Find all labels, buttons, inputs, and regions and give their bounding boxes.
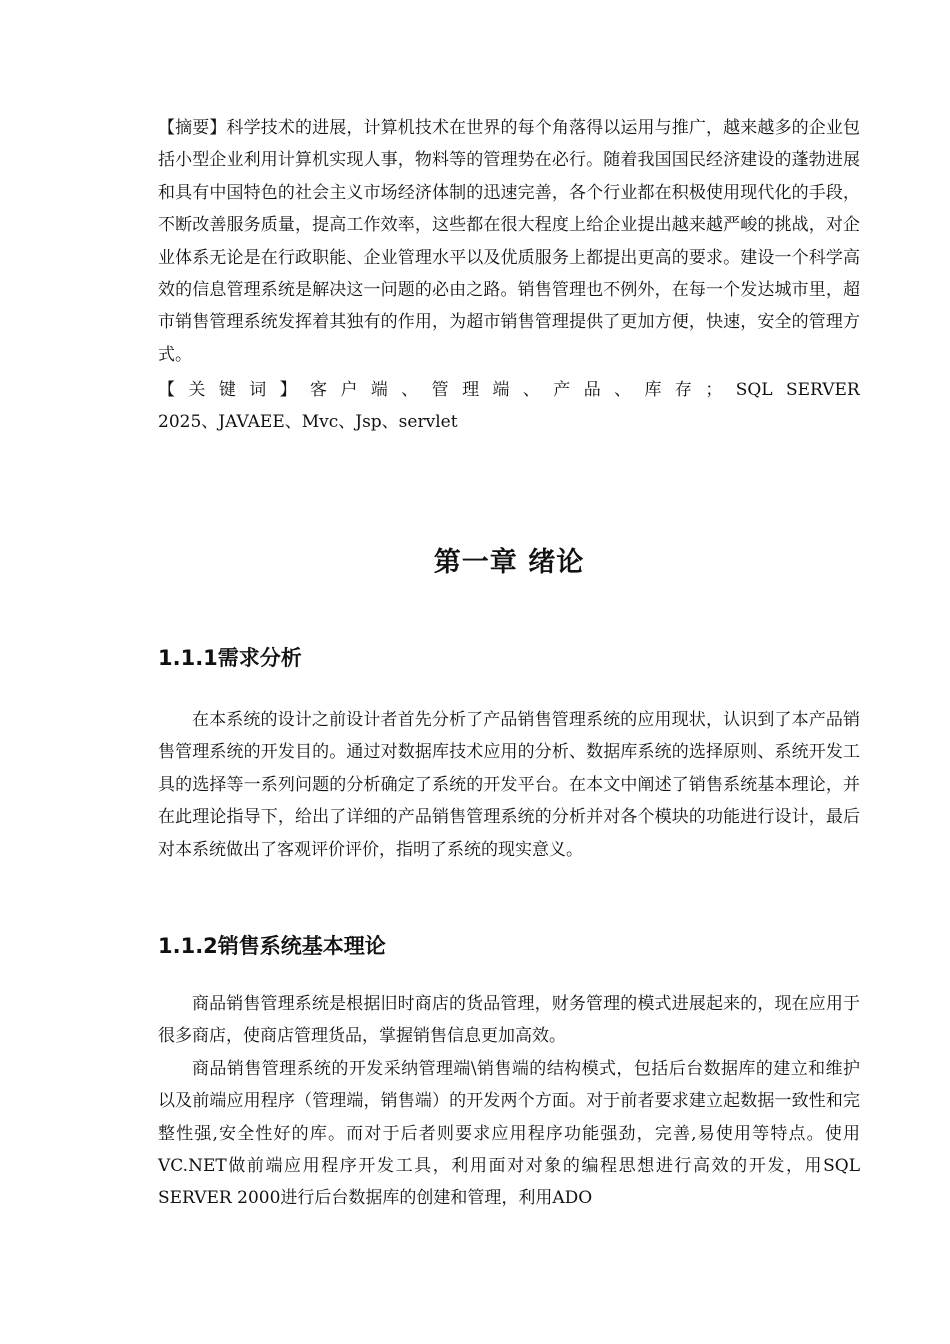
keyword-token: SQL bbox=[735, 380, 773, 400]
keyword-token: 库 bbox=[644, 380, 662, 400]
keyword-token: 存 bbox=[674, 380, 692, 400]
section-title-requirements: 1.1.1需求分析 bbox=[158, 646, 302, 670]
abstract-paragraph: 【摘要】科学技术的进展，计算机技术在世界的每个角落得以运用与推广，越来越多的企业包括小型企业利用计算机实现人事，物料等的管理势在必行。随着我国国民经济建设的蓬勃进展和具有中国特色的社会主义市场经济体制的迅速完善，各个行业都在积极使用现代化的手段，不断改善服务质量，提高工作效率，这些都在很大程度上给企业提出越来越严峻的挑战，对企业体系无论是在行政职能、企业管理水平以及优质服务上都提出更高的要求。建设一个科学高效的信息管理系统是解决这一问题的必由之路。销售管理也不例外，在每一个发达城市里，超市销售管理系统发挥着其独有的作用，为超市销售管理提供了更加方便，快速，安全的管理方式。 bbox=[158, 118, 860, 365]
keyword-token: 管 bbox=[431, 380, 449, 400]
keywords-block bbox=[158, 374, 860, 439]
keywords-line-1 bbox=[158, 374, 860, 406]
keyword-token: 端 bbox=[370, 380, 388, 400]
keyword-token: 、 bbox=[522, 380, 540, 400]
keyword-token: ； bbox=[705, 380, 723, 400]
section-body-sales-theory bbox=[158, 988, 860, 1215]
keywords-line-2: 2025、JAVAEE、Mvc、Jsp、servlet bbox=[158, 412, 458, 433]
keyword-token: 理 bbox=[462, 380, 480, 400]
keywords-label-char: 键 bbox=[218, 380, 236, 400]
body-paragraph: 在本系统的设计之前设计者首先分析了产品销售管理系统的应用现状，认识到了本产品销售管理系统的开发目的。通过对数据库技术应用的分析、数据库系统的选择原则、系统开发工具的选择等一系列问题的分析确定了系统的开发平台。在本文中阐述了销售系统基本理论，并在此理论指导下，给出了详细的产品销售管理系统的分析并对各个模块的功能进行设计，最后对本系统做出了客观评价评价，指明了系统的现实意义。 bbox=[158, 710, 860, 860]
keywords-label-char: 词 bbox=[249, 380, 267, 400]
keyword-token: 端 bbox=[492, 380, 510, 400]
section-body-requirements bbox=[158, 704, 860, 866]
keyword-token: 户 bbox=[340, 380, 358, 400]
keyword-token: 产 bbox=[553, 380, 571, 400]
keywords-label-char: 【 bbox=[158, 380, 175, 400]
keyword-token: SERVER bbox=[786, 380, 860, 400]
body-paragraph: 商品销售管理系统是根据旧时商店的货品管理，财务管理的模式进展起来的，现在应用于很多商店，使商店管理货品，掌握销售信息更加高效。 bbox=[158, 994, 860, 1047]
keyword-token: 客 bbox=[310, 380, 328, 400]
section-title-sales-theory: 1.1.2销售系统基本理论 bbox=[158, 934, 386, 958]
body-paragraph: 商品销售管理系统的开发采纳管理端\销售端的结构模式，包括后台数据库的建立和维护以及前端应用程序（管理端，销售端）的开发两个方面。对于前者要求建立起数据一致性和完整性强,安全性好的库。而对于后者则要求应用程序功能强劲，完善,易使用等特点。使用VC.NET做前端应用程序开发工具，利用面对对象的编程思想进行高效的开发，用SQL SERVER 2000进行后台数据库的创建和管理，利用ADO bbox=[158, 1058, 860, 1209]
chapter-title: 第一章 绪论 bbox=[433, 547, 585, 578]
keywords-label-char: 关 bbox=[188, 380, 206, 400]
keyword-token: 、 bbox=[614, 380, 632, 400]
keywords-label-char: 】 bbox=[279, 380, 297, 400]
keyword-token: 、 bbox=[401, 380, 419, 400]
keyword-token: 品 bbox=[583, 380, 601, 400]
